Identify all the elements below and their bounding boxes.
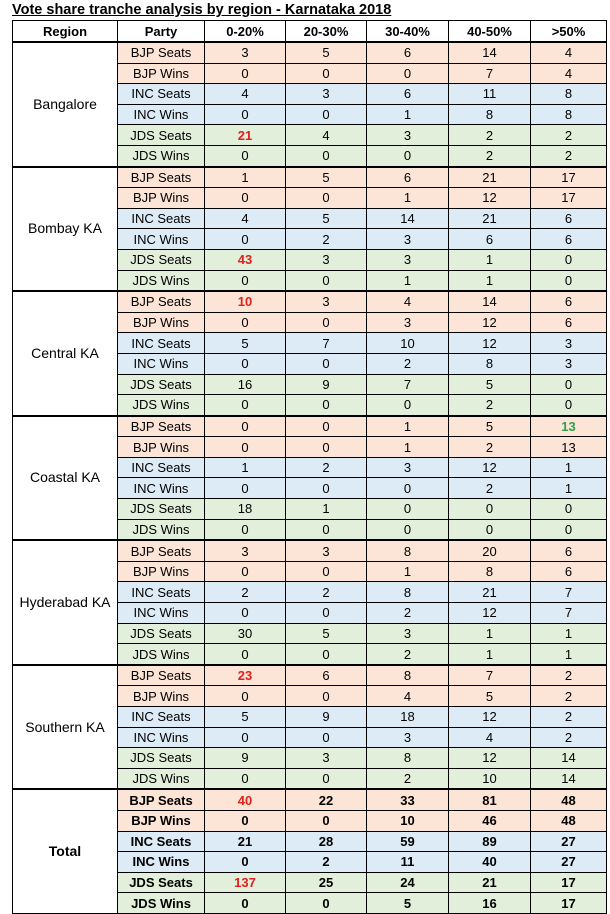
- party-label: INC Wins: [118, 229, 205, 250]
- value-cell: 0: [286, 644, 367, 665]
- party-label: BJP Wins: [118, 63, 205, 84]
- party-label: BJP Wins: [118, 312, 205, 333]
- value-cell: 0: [205, 686, 286, 707]
- value-cell: 0: [205, 644, 286, 665]
- value-cell: 0: [205, 519, 286, 540]
- value-cell: 6: [531, 229, 607, 250]
- value-cell: 43: [205, 249, 286, 270]
- value-cell: 0: [286, 416, 367, 437]
- value-cell: 14: [531, 768, 607, 789]
- value-cell: 0: [205, 437, 286, 458]
- value-cell: 2: [367, 768, 449, 789]
- value-cell: 6: [449, 229, 531, 250]
- party-label: BJP Wins: [118, 810, 205, 831]
- party-label: BJP Seats: [118, 167, 205, 188]
- party-label: BJP Seats: [118, 291, 205, 312]
- party-label: JDS Seats: [118, 374, 205, 395]
- value-cell: 3: [367, 457, 449, 478]
- value-cell: 1: [367, 561, 449, 582]
- value-cell: 16: [205, 374, 286, 395]
- value-cell: 2: [286, 229, 367, 250]
- table-row: [13, 291, 607, 312]
- value-cell: 6: [531, 312, 607, 333]
- value-cell: 1: [367, 416, 449, 437]
- party-label: BJP Seats: [118, 665, 205, 686]
- value-cell: 0: [205, 768, 286, 789]
- value-cell: 4: [367, 291, 449, 312]
- party-label: INC Seats: [118, 208, 205, 229]
- party-label: INC Seats: [118, 707, 205, 728]
- value-cell: 1: [449, 270, 531, 291]
- value-cell: 0: [205, 603, 286, 624]
- table-row: [13, 42, 607, 63]
- value-cell: 12: [449, 603, 531, 624]
- party-label: INC Wins: [118, 852, 205, 873]
- value-cell: 16: [449, 893, 531, 914]
- value-cell: 12: [449, 312, 531, 333]
- value-cell: 6: [531, 208, 607, 229]
- value-cell: 8: [449, 561, 531, 582]
- header-above-50: >50%: [531, 21, 607, 43]
- value-cell: 1: [531, 644, 607, 665]
- region-name: Central KA: [13, 291, 118, 416]
- value-cell: 8: [449, 104, 531, 125]
- value-cell: 33: [367, 789, 449, 810]
- party-label: JDS Seats: [118, 249, 205, 270]
- value-cell: 3: [286, 84, 367, 105]
- party-label: JDS Wins: [118, 644, 205, 665]
- value-cell: 0: [286, 603, 367, 624]
- region-block: [13, 665, 607, 790]
- value-cell: 0: [286, 188, 367, 209]
- value-cell: 5: [367, 893, 449, 914]
- value-cell: 7: [367, 374, 449, 395]
- value-cell: 13: [531, 416, 607, 437]
- party-label: BJP Wins: [118, 686, 205, 707]
- value-cell: 0: [205, 145, 286, 166]
- value-cell: 6: [286, 665, 367, 686]
- value-cell: 23: [205, 665, 286, 686]
- table-row: [13, 789, 607, 810]
- value-cell: 0: [286, 395, 367, 416]
- value-cell: 4: [205, 208, 286, 229]
- value-cell: 0: [205, 852, 286, 873]
- value-cell: 1: [286, 499, 367, 520]
- value-cell: 18: [367, 707, 449, 728]
- party-label: JDS Seats: [118, 499, 205, 520]
- value-cell: 0: [367, 499, 449, 520]
- value-cell: 10: [367, 810, 449, 831]
- region-block: [13, 42, 607, 167]
- value-cell: 0: [531, 374, 607, 395]
- value-cell: 1: [205, 167, 286, 188]
- value-cell: 137: [205, 872, 286, 893]
- value-cell: 0: [205, 416, 286, 437]
- value-cell: 1: [449, 249, 531, 270]
- party-label: BJP Seats: [118, 540, 205, 561]
- value-cell: 1: [367, 270, 449, 291]
- value-cell: 3: [531, 353, 607, 374]
- party-label: INC Seats: [118, 831, 205, 852]
- header-region: Region: [13, 21, 118, 43]
- value-cell: 3: [205, 540, 286, 561]
- value-cell: 0: [205, 312, 286, 333]
- value-cell: 3: [205, 42, 286, 63]
- value-cell: 6: [367, 84, 449, 105]
- value-cell: 10: [367, 333, 449, 354]
- party-label: JDS Seats: [118, 623, 205, 644]
- value-cell: 12: [449, 188, 531, 209]
- party-label: JDS Wins: [118, 270, 205, 291]
- value-cell: 0: [367, 519, 449, 540]
- region-block: [13, 167, 607, 292]
- party-label: INC Wins: [118, 478, 205, 499]
- value-cell: 59: [367, 831, 449, 852]
- party-label: INC Seats: [118, 333, 205, 354]
- value-cell: 9: [286, 374, 367, 395]
- value-cell: 3: [367, 623, 449, 644]
- value-cell: 2: [531, 707, 607, 728]
- value-cell: 4: [449, 727, 531, 748]
- value-cell: 4: [286, 125, 367, 146]
- party-label: JDS Seats: [118, 872, 205, 893]
- value-cell: 14: [367, 208, 449, 229]
- value-cell: 0: [205, 395, 286, 416]
- value-cell: 8: [531, 84, 607, 105]
- value-cell: 7: [531, 603, 607, 624]
- value-cell: 0: [205, 270, 286, 291]
- value-cell: 21: [205, 125, 286, 146]
- region-name: Bangalore: [13, 42, 118, 167]
- value-cell: 6: [531, 291, 607, 312]
- value-cell: 17: [531, 167, 607, 188]
- value-cell: 1: [367, 437, 449, 458]
- value-cell: 5: [449, 374, 531, 395]
- value-cell: 0: [205, 727, 286, 748]
- party-label: INC Wins: [118, 104, 205, 125]
- value-cell: 6: [531, 540, 607, 561]
- value-cell: 1: [367, 188, 449, 209]
- value-cell: 0: [286, 63, 367, 84]
- value-cell: 3: [367, 125, 449, 146]
- value-cell: 3: [286, 540, 367, 561]
- value-cell: 28: [286, 831, 367, 852]
- value-cell: 1: [531, 623, 607, 644]
- value-cell: 3: [286, 291, 367, 312]
- value-cell: 48: [531, 789, 607, 810]
- value-cell: 8: [531, 104, 607, 125]
- value-cell: 5: [286, 167, 367, 188]
- value-cell: 5: [449, 416, 531, 437]
- value-cell: 4: [531, 63, 607, 84]
- value-cell: 2: [449, 478, 531, 499]
- value-cell: 14: [449, 291, 531, 312]
- value-cell: 0: [367, 63, 449, 84]
- value-cell: 0: [205, 478, 286, 499]
- value-cell: 12: [449, 457, 531, 478]
- value-cell: 0: [286, 561, 367, 582]
- value-cell: 0: [286, 893, 367, 914]
- value-cell: 5: [286, 208, 367, 229]
- value-cell: 10: [205, 291, 286, 312]
- value-cell: 2: [531, 125, 607, 146]
- value-cell: 8: [367, 665, 449, 686]
- value-cell: 1: [531, 457, 607, 478]
- value-cell: 2: [449, 125, 531, 146]
- value-cell: 8: [449, 353, 531, 374]
- value-cell: 21: [449, 167, 531, 188]
- party-label: INC Seats: [118, 582, 205, 603]
- value-cell: 48: [531, 810, 607, 831]
- total-block: [13, 789, 607, 913]
- value-cell: 5: [286, 42, 367, 63]
- party-label: BJP Seats: [118, 416, 205, 437]
- value-cell: 1: [367, 104, 449, 125]
- value-cell: 2: [531, 665, 607, 686]
- party-label: BJP Wins: [118, 561, 205, 582]
- total-label: Total: [13, 789, 118, 913]
- value-cell: 40: [205, 789, 286, 810]
- value-cell: 3: [286, 748, 367, 769]
- value-cell: 2: [205, 582, 286, 603]
- page-title: Vote share tranche analysis by region - Karnataka 2018: [12, 2, 392, 18]
- value-cell: 6: [531, 561, 607, 582]
- value-cell: 2: [449, 437, 531, 458]
- value-cell: 2: [286, 457, 367, 478]
- value-cell: 1: [449, 623, 531, 644]
- value-cell: 3: [286, 249, 367, 270]
- value-cell: 2: [531, 145, 607, 166]
- value-cell: 4: [367, 686, 449, 707]
- value-cell: 0: [205, 810, 286, 831]
- value-cell: 24: [367, 872, 449, 893]
- value-cell: 81: [449, 789, 531, 810]
- region-name: Bombay KA: [13, 167, 118, 292]
- value-cell: 1: [449, 644, 531, 665]
- value-cell: 12: [449, 707, 531, 728]
- header-30-40: 30-40%: [367, 21, 449, 43]
- region-name: Coastal KA: [13, 416, 118, 541]
- value-cell: 7: [531, 582, 607, 603]
- value-cell: 14: [449, 42, 531, 63]
- party-label: JDS Wins: [118, 893, 205, 914]
- header-20-30: 20-30%: [286, 21, 367, 43]
- party-label: BJP Seats: [118, 42, 205, 63]
- party-label: INC Wins: [118, 353, 205, 374]
- value-cell: 0: [205, 188, 286, 209]
- value-cell: 0: [286, 312, 367, 333]
- value-cell: 2: [367, 644, 449, 665]
- value-cell: 0: [286, 104, 367, 125]
- value-cell: 30: [205, 623, 286, 644]
- party-label: BJP Wins: [118, 437, 205, 458]
- vote-share-table: [12, 20, 607, 914]
- party-label: JDS Seats: [118, 125, 205, 146]
- value-cell: 2: [286, 582, 367, 603]
- party-label: JDS Seats: [118, 748, 205, 769]
- value-cell: 10: [449, 768, 531, 789]
- party-label: INC Seats: [118, 84, 205, 105]
- party-label: JDS Wins: [118, 145, 205, 166]
- value-cell: 17: [531, 872, 607, 893]
- value-cell: 0: [205, 893, 286, 914]
- value-cell: 0: [205, 104, 286, 125]
- value-cell: 2: [286, 852, 367, 873]
- value-cell: 5: [205, 707, 286, 728]
- value-cell: 13: [531, 437, 607, 458]
- value-cell: 0: [205, 561, 286, 582]
- region-name: Southern KA: [13, 665, 118, 790]
- value-cell: 2: [367, 603, 449, 624]
- region-block: [13, 416, 607, 541]
- party-label: INC Seats: [118, 457, 205, 478]
- value-cell: 4: [205, 84, 286, 105]
- value-cell: 0: [531, 519, 607, 540]
- value-cell: 2: [449, 395, 531, 416]
- value-cell: 21: [449, 582, 531, 603]
- value-cell: 12: [449, 333, 531, 354]
- party-label: BJP Wins: [118, 188, 205, 209]
- value-cell: 5: [449, 686, 531, 707]
- value-cell: 0: [531, 499, 607, 520]
- value-cell: 22: [286, 789, 367, 810]
- value-cell: 2: [531, 686, 607, 707]
- value-cell: 0: [286, 768, 367, 789]
- value-cell: 17: [531, 893, 607, 914]
- value-cell: 0: [286, 686, 367, 707]
- value-cell: 20: [449, 540, 531, 561]
- table-row: [13, 540, 607, 561]
- value-cell: 2: [531, 727, 607, 748]
- party-label: JDS Wins: [118, 768, 205, 789]
- value-cell: 3: [367, 229, 449, 250]
- value-cell: 0: [449, 519, 531, 540]
- region-block: [13, 540, 607, 665]
- value-cell: 0: [205, 353, 286, 374]
- value-cell: 3: [367, 312, 449, 333]
- value-cell: 21: [449, 872, 531, 893]
- header-row: [13, 21, 607, 43]
- value-cell: 5: [286, 623, 367, 644]
- value-cell: 0: [531, 270, 607, 291]
- value-cell: 6: [367, 42, 449, 63]
- party-label: BJP Seats: [118, 789, 205, 810]
- value-cell: 89: [449, 831, 531, 852]
- value-cell: 11: [367, 852, 449, 873]
- value-cell: 40: [449, 852, 531, 873]
- value-cell: 14: [531, 748, 607, 769]
- value-cell: 9: [205, 748, 286, 769]
- value-cell: 18: [205, 499, 286, 520]
- header-40-50: 40-50%: [449, 21, 531, 43]
- value-cell: 0: [531, 249, 607, 270]
- value-cell: 0: [205, 229, 286, 250]
- value-cell: 2: [367, 353, 449, 374]
- value-cell: 5: [205, 333, 286, 354]
- value-cell: 21: [205, 831, 286, 852]
- table-row: [13, 167, 607, 188]
- value-cell: 0: [286, 810, 367, 831]
- value-cell: 11: [449, 84, 531, 105]
- value-cell: 0: [286, 478, 367, 499]
- party-label: JDS Wins: [118, 395, 205, 416]
- value-cell: 7: [449, 63, 531, 84]
- region-name: Hyderabad KA: [13, 540, 118, 665]
- value-cell: 0: [449, 499, 531, 520]
- header-0-20: 0-20%: [205, 21, 286, 43]
- value-cell: 27: [531, 852, 607, 873]
- table-row: [13, 416, 607, 437]
- value-cell: 0: [286, 145, 367, 166]
- value-cell: 4: [531, 42, 607, 63]
- party-label: INC Wins: [118, 727, 205, 748]
- value-cell: 8: [367, 540, 449, 561]
- party-label: JDS Wins: [118, 519, 205, 540]
- value-cell: 17: [531, 188, 607, 209]
- table-row: [13, 665, 607, 686]
- value-cell: 0: [367, 395, 449, 416]
- value-cell: 3: [531, 333, 607, 354]
- value-cell: 7: [286, 333, 367, 354]
- value-cell: 1: [531, 478, 607, 499]
- value-cell: 0: [286, 727, 367, 748]
- header-party: Party: [118, 21, 205, 43]
- value-cell: 12: [449, 748, 531, 769]
- value-cell: 1: [205, 457, 286, 478]
- value-cell: 21: [449, 208, 531, 229]
- value-cell: 0: [367, 478, 449, 499]
- value-cell: 3: [367, 727, 449, 748]
- value-cell: 0: [531, 395, 607, 416]
- value-cell: 8: [367, 582, 449, 603]
- value-cell: 0: [367, 145, 449, 166]
- value-cell: 7: [449, 665, 531, 686]
- value-cell: 0: [286, 353, 367, 374]
- value-cell: 9: [286, 707, 367, 728]
- value-cell: 46: [449, 810, 531, 831]
- value-cell: 0: [286, 519, 367, 540]
- value-cell: 8: [367, 748, 449, 769]
- region-block: [13, 291, 607, 416]
- value-cell: 2: [449, 145, 531, 166]
- value-cell: 0: [286, 270, 367, 291]
- value-cell: 0: [205, 63, 286, 84]
- party-label: INC Wins: [118, 603, 205, 624]
- value-cell: 0: [286, 437, 367, 458]
- value-cell: 3: [367, 249, 449, 270]
- value-cell: 27: [531, 831, 607, 852]
- value-cell: 25: [286, 872, 367, 893]
- value-cell: 6: [367, 167, 449, 188]
